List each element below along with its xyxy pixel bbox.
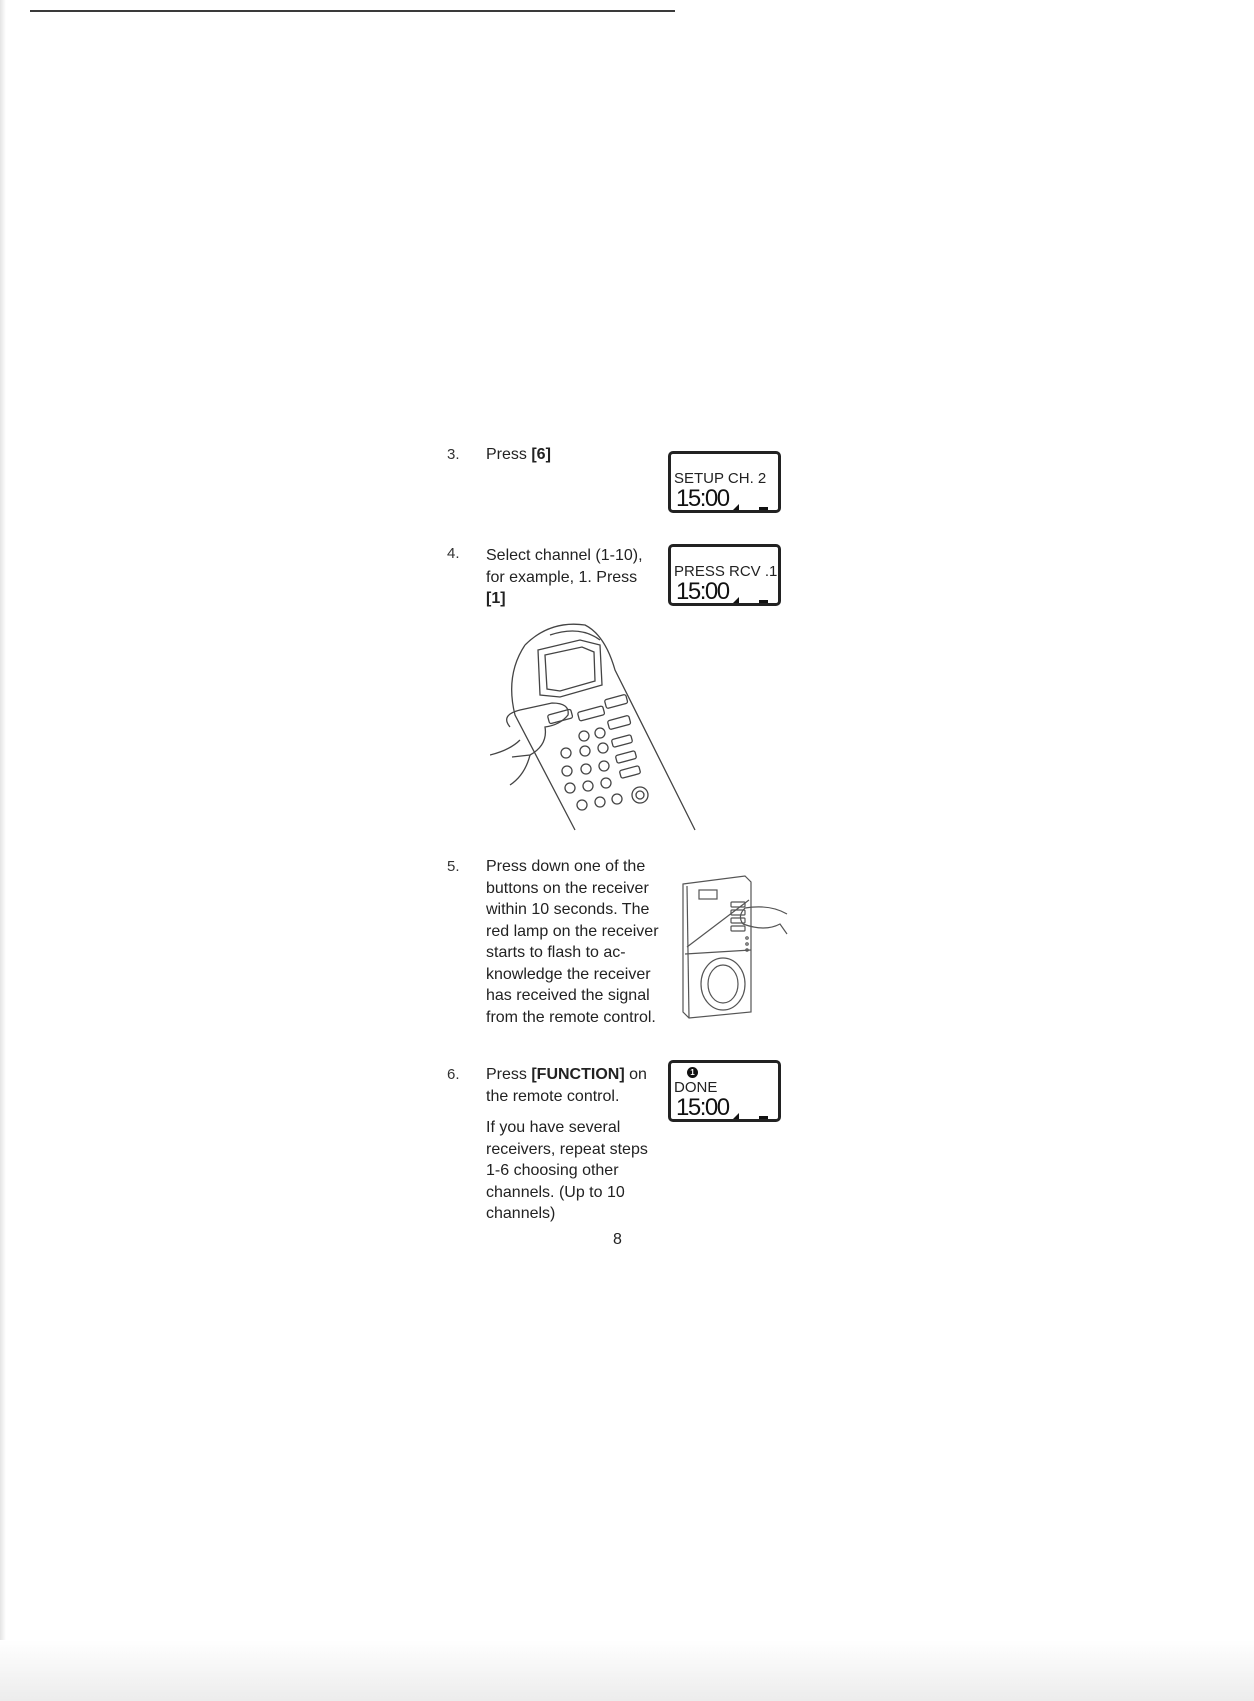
key-function: [FUNCTION] bbox=[531, 1066, 625, 1083]
page-number: 8 bbox=[613, 1231, 622, 1248]
step-6-text: Press [FUNCTION] on the remote control. If you have several receivers, repeat steps 1-6 choosing other channels. (Up to 10 channels) bbox=[486, 1064, 666, 1235]
step-3-text: Press [6] bbox=[486, 446, 551, 463]
lcd-battery-icon bbox=[759, 507, 768, 510]
step-4-text: Select channel (1-10), for example, 1. Press [1] bbox=[486, 547, 643, 607]
lcd-battery-icon bbox=[759, 600, 768, 603]
lcd-line-1: SETUP CH. 2 bbox=[674, 470, 767, 487]
lcd-line-1: DONE bbox=[674, 1079, 718, 1096]
receiver-finger-press-illustration bbox=[675, 872, 790, 1022]
step-3-number: 3. bbox=[447, 446, 460, 463]
lcd-display-press-rcv bbox=[668, 544, 781, 606]
lcd-time: 15:00 bbox=[676, 1094, 729, 1121]
step-4-number: 4. bbox=[447, 545, 460, 562]
lcd-triangle-icon bbox=[733, 597, 739, 603]
step-6-note: If you have several receivers, repeat steps 1-6 choosing other channels. (Up to 10 channels) bbox=[486, 1119, 648, 1222]
top-rule bbox=[30, 10, 675, 12]
lcd-battery-icon bbox=[759, 1116, 768, 1119]
remote-control-hand-illustration bbox=[490, 615, 710, 835]
key-1: [1] bbox=[486, 590, 506, 607]
channel-indicator-icon: 1 bbox=[687, 1067, 698, 1078]
scan-edge-shadow bbox=[0, 0, 6, 1701]
lcd-display-setup bbox=[668, 451, 781, 513]
key-6: [6] bbox=[531, 446, 551, 463]
lcd-display-done bbox=[668, 1060, 781, 1122]
lcd-triangle-icon bbox=[733, 504, 739, 510]
lcd-line-1: PRESS RCV .1 bbox=[674, 563, 778, 580]
step-6-number: 6. bbox=[447, 1066, 460, 1083]
step-5-number: 5. bbox=[447, 858, 460, 875]
lcd-time: 15:00 bbox=[676, 485, 729, 512]
scan-bottom-shadow bbox=[0, 1640, 1254, 1701]
lcd-triangle-icon bbox=[733, 1113, 739, 1119]
lcd-time: 15:00 bbox=[676, 578, 729, 605]
step-5-text: Press down one of the buttons on the receiver within 10 seconds. The red lamp on the receiver starts to flash to ac-knowledge the receiver has received the signal from the remote control. bbox=[486, 858, 659, 1026]
